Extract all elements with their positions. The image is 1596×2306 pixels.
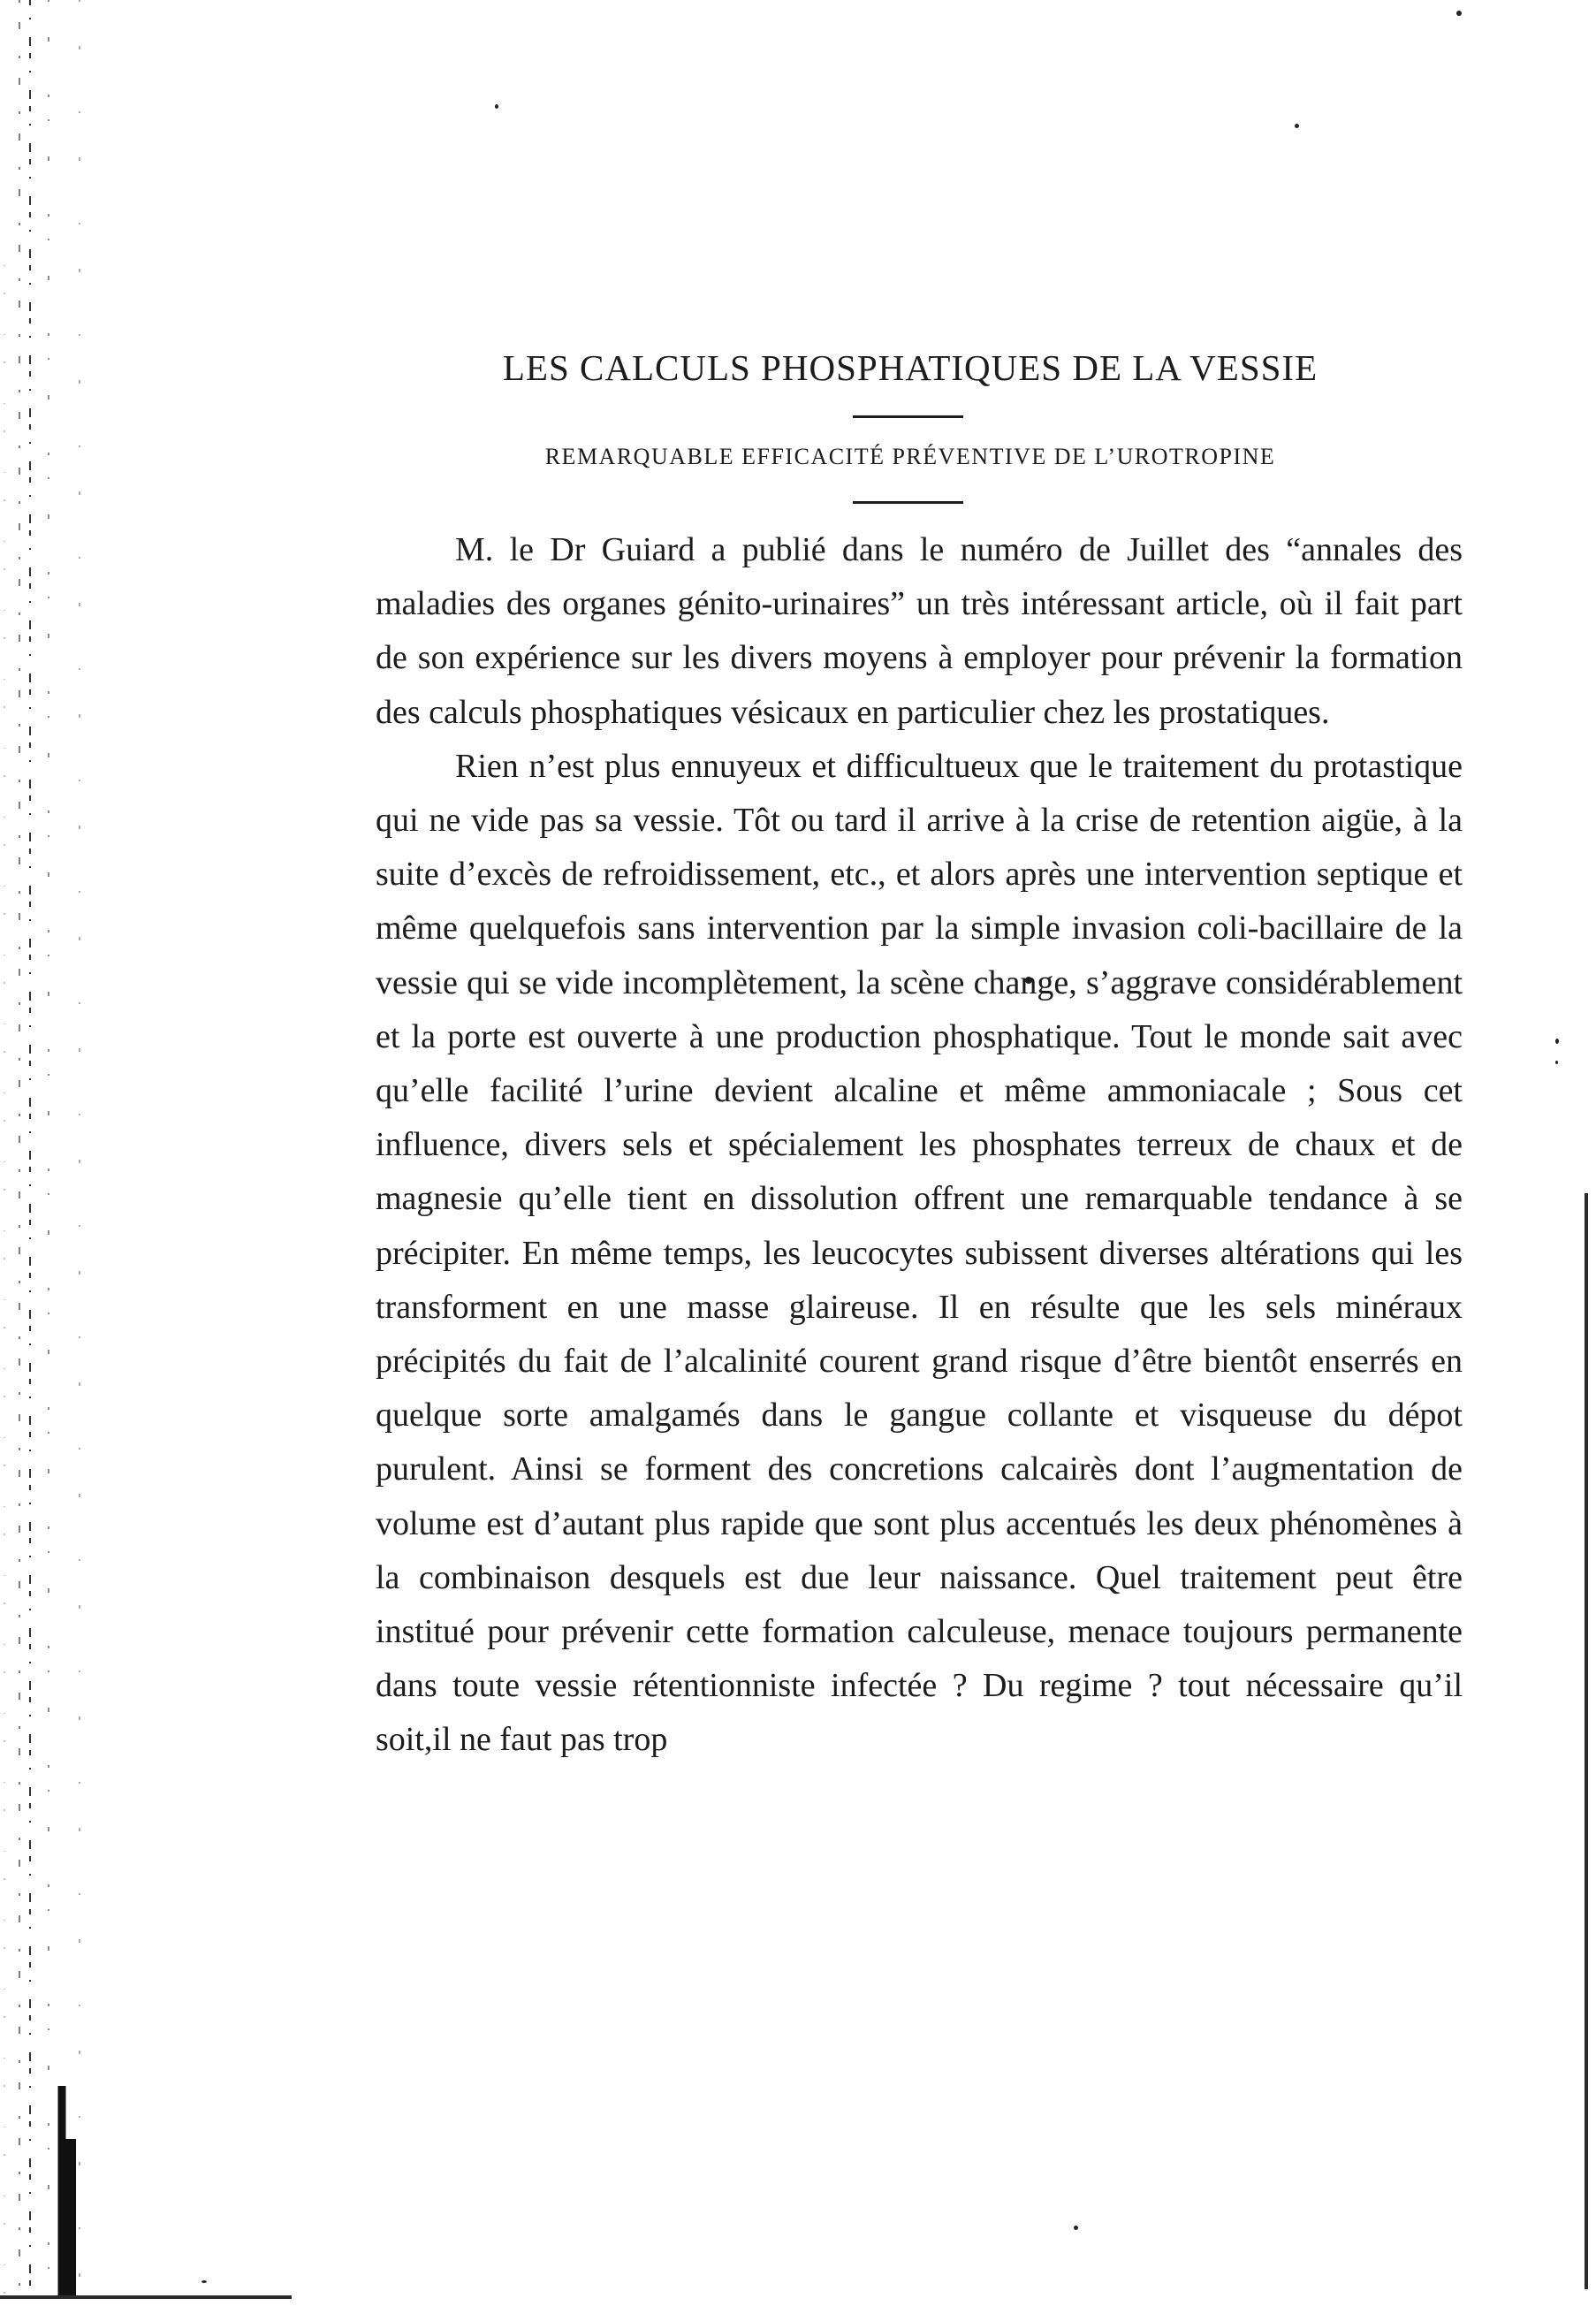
scan-speck bbox=[1555, 1039, 1559, 1044]
article-title: LES CALCULS PHOSPHATIQUES DE LA VESSIE bbox=[502, 347, 1319, 388]
binding-gutter bbox=[0, 0, 106, 2306]
article-subtitle: REMARQUABLE EFFICACITÉ PRÉVENTIVE DE L’UROTROPINE bbox=[544, 444, 1276, 469]
scan-speck bbox=[1074, 2226, 1078, 2230]
paragraph: M. le Dr Guiard a publié dans le numéro de Juillet des “annales des maladies des organes génito-urinaires” un très intéressant article, où il fait part de son expérience sur les divers moyens à employer pour prévenir la formation des calculs phosphatiques vésicaux en particulier chez les prostatiques. bbox=[376, 531, 1463, 731]
scan-speck bbox=[1555, 1061, 1558, 1064]
scan-edge-line bbox=[0, 2295, 292, 2299]
paragraph: Rien n’est plus ennuyeux et difficultueux que le traitement du protastique qui ne vide pas sa vessie. Tôt ou tard il arrive à la crise de retention aigüe, à la suite d’excès de refroidissement, etc., et alors après une intervention septique et même quelquefois sans intervention par la simple invasion coli-bacillaire de la vessie qui se vide incomplètement, la scène change, s’aggrave considérablement et la porte est ouverte à une production phosphatique. Tout le monde sait avec qu’elle facilité l’urine devient alcaline et même ammoniacale ; Sous cet influence, divers sels et spécialement les phosphates terreux de chaux et de magnesie qu’elle tient en dissolution offrent une remarquable tendance à se précipiter. En même temps, les leucocytes subissent diverses altérations qui les transforment en une masse glaireuse. Il en résulte que les sels minéraux précipités du fait de l’alcalinité courent grand risque d’être bientôt enserrés en quelque sorte amalgamés dans le gangue collante et visqueuse du dépot purulent. Ainsi se forment des concretions calcairès dont l’augmentation de volume est d’autant plus rapide que sont plus accentués les deux phénomènes à la combinaison desquels est due leur naissance. Quel traitement peut être institué pour prévenir cette formation calculeuse, menace toujours permanente dans toute vessie rétentionniste infectée ? Du regime ? tout nécessaire qu’il soit,il ne faut pas trop bbox=[376, 747, 1463, 1759]
scan-speck bbox=[495, 104, 498, 109]
scan-edge-line bbox=[1585, 1193, 1588, 2289]
scan-speck bbox=[1456, 11, 1462, 16]
subtitle-divider bbox=[853, 501, 963, 504]
scan-speck bbox=[201, 2280, 207, 2283]
article-body bbox=[376, 523, 1463, 1768]
title-divider bbox=[853, 415, 963, 418]
scan-speck bbox=[1295, 124, 1299, 128]
